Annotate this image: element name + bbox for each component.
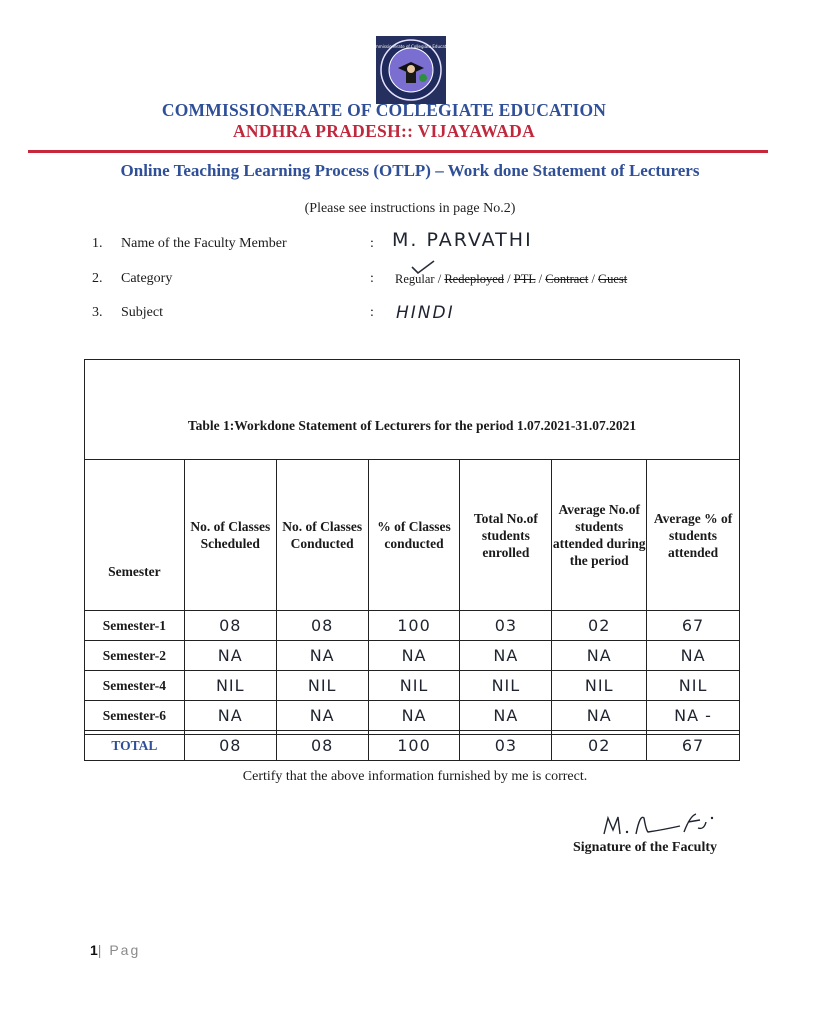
value-cell: 08 (184, 611, 276, 641)
value-cell: NA (276, 701, 368, 731)
field-number: 1. (92, 236, 103, 251)
page-number-value: 1 (90, 942, 98, 958)
certification-statement: Certify that the above information furnished by me is correct. (242, 769, 588, 784)
header-classes-conducted: No. of Classes Conducted (276, 460, 368, 611)
header-students-enrolled: Total No.of students enrolled (460, 460, 552, 611)
table-row (85, 611, 740, 641)
header-divider (28, 150, 768, 153)
subject-value: HINDI (396, 303, 455, 323)
category-redeployed: Redeployed (444, 272, 505, 286)
table-row (85, 641, 740, 671)
category-contract: Contract (545, 272, 589, 286)
svg-text:Commissionerate of Collegiate: Commissionerate of Collegiate Education (369, 44, 453, 49)
college-education-logo (369, 36, 453, 104)
category-separator: / (535, 272, 546, 286)
value-cell: NA (460, 701, 552, 731)
faculty-signature (600, 808, 720, 840)
table-caption: Table 1:Workdone Statement of Lecturers for the period 1.07.2021-31.07.2021 (187, 418, 637, 433)
document-title: Online Teaching Learning Process (OTLP) – Work done Statement of Lecturers (120, 161, 700, 180)
checkmark-icon (410, 259, 436, 275)
semester-cell: Semester-6 (85, 701, 185, 731)
value-cell: 08 (184, 731, 276, 761)
header-percent-conducted: % of Classes conducted (368, 460, 460, 611)
field-number: 2. (92, 271, 103, 286)
value-cell: NIL (368, 671, 460, 701)
value-cell: NIL (647, 671, 740, 701)
value-cell: NIL (460, 671, 552, 701)
category-label: Category (121, 271, 173, 286)
colon: : (370, 236, 374, 251)
value-cell: NA - (647, 701, 740, 731)
value-cell: 100 (368, 611, 460, 641)
value-cell: NA (276, 641, 368, 671)
category-separator: / (588, 272, 599, 286)
value-cell: 02 (552, 611, 647, 641)
value-cell: NA (460, 641, 552, 671)
header-avg-students-attended: Average No.of students attended during the period (552, 460, 647, 611)
value-cell: NIL (276, 671, 368, 701)
table-row (85, 701, 740, 731)
faculty-name-value: M. PARVATHI (392, 229, 533, 251)
value-cell: 02 (552, 731, 647, 761)
field-number: 3. (92, 305, 103, 320)
category-separator: / (504, 272, 514, 286)
value-cell: 03 (460, 731, 552, 761)
colon: : (370, 271, 374, 286)
instructions-note: (Please see instructions in page No.2) (304, 201, 516, 216)
table-row (85, 671, 740, 701)
page-number (90, 942, 140, 958)
value-cell: 67 (647, 731, 740, 761)
total-label-cell: TOTAL (85, 731, 185, 761)
value-cell: NIL (552, 671, 647, 701)
value-cell: 08 (276, 731, 368, 761)
semester-cell: Semester-2 (85, 641, 185, 671)
value-cell: NA (368, 641, 460, 671)
category-separator: / (434, 272, 445, 286)
value-cell: NA (368, 701, 460, 731)
value-cell: 08 (276, 611, 368, 641)
table-total-row (85, 731, 740, 761)
value-cell: 100 (368, 731, 460, 761)
value-cell: NA (184, 641, 276, 671)
value-cell: NA (647, 641, 740, 671)
value-cell: 67 (647, 611, 740, 641)
category-ptl: PTL (513, 272, 536, 286)
semester-cell: Semester-4 (85, 671, 185, 701)
header-semester: Semester (85, 460, 185, 611)
category-guest: Guest (598, 272, 628, 286)
org-name: COMMISSIONERATE OF COLLEGIATE EDUCATION (161, 100, 607, 120)
faculty-name-label: Name of the Faculty Member (121, 236, 287, 251)
header-classes-scheduled: No. of Classes Scheduled (184, 460, 276, 611)
signature-label: Signature of the Faculty (573, 840, 718, 855)
table-header-row (85, 460, 740, 611)
subject-label: Subject (121, 305, 163, 320)
org-location: ANDHRA PRADESH:: VIJAYAWADA (232, 121, 536, 141)
value-cell: NIL (184, 671, 276, 701)
semester-cell: Semester-1 (85, 611, 185, 641)
value-cell: 03 (460, 611, 552, 641)
value-cell: NA (552, 701, 647, 731)
colon: : (370, 305, 374, 320)
value-cell: NA (184, 701, 276, 731)
category-regular: Regular (395, 272, 435, 286)
value-cell: NA (552, 641, 647, 671)
workdone-table (84, 459, 740, 761)
page-label: | Pag (97, 942, 141, 958)
header-avg-percent-attended: Average % of students attended (647, 460, 740, 611)
